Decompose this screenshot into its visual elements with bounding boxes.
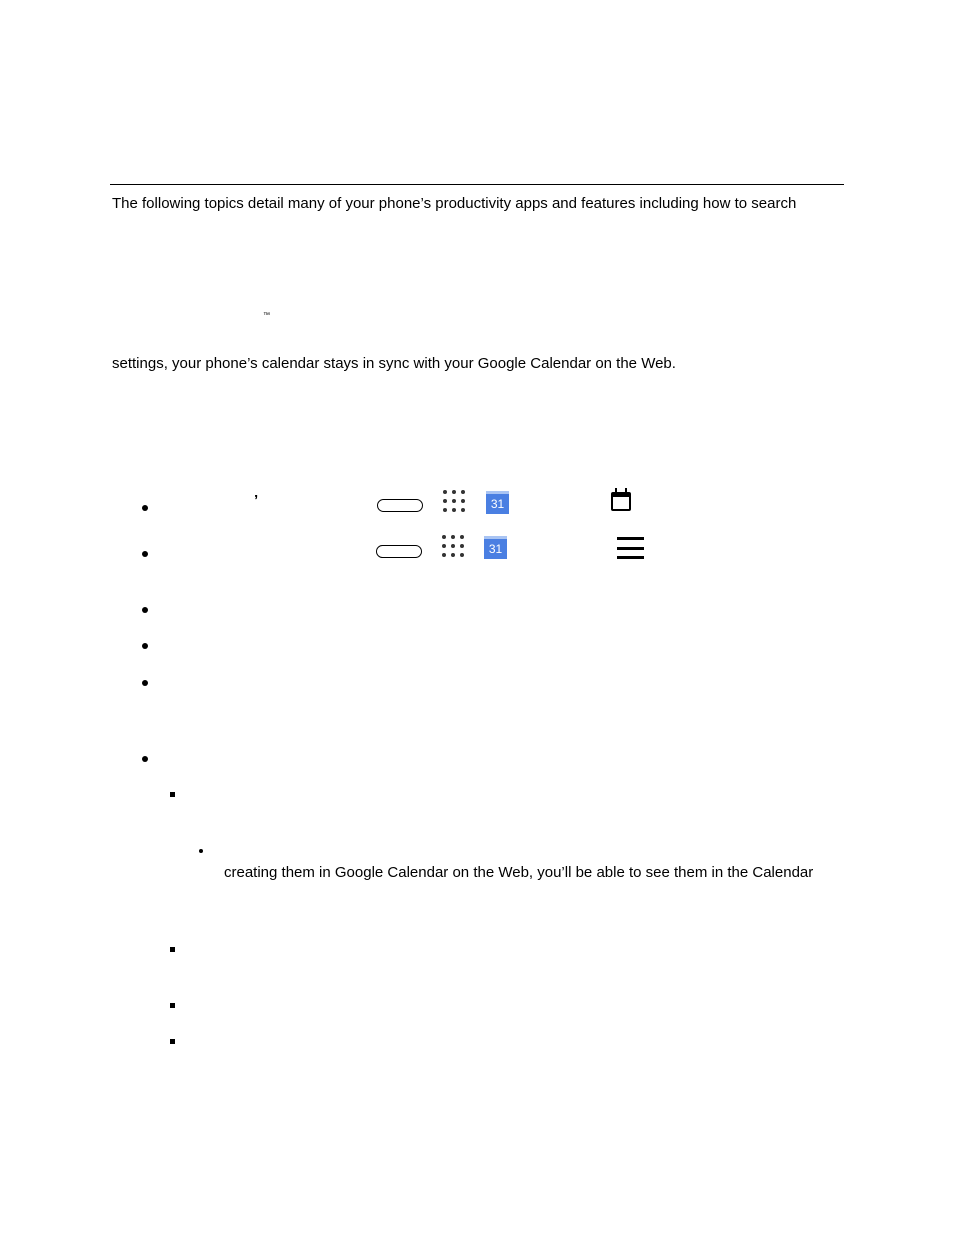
sub-list-bullet <box>170 1039 175 1044</box>
list-bullet <box>142 607 148 613</box>
apps-grid-icon <box>443 490 469 516</box>
home-button-icon <box>377 499 423 512</box>
header-rule <box>110 184 844 185</box>
intro-paragraph: The following topics detail many of your phone’s productivity apps and features including how to search <box>112 195 797 212</box>
menu-icon <box>617 537 644 559</box>
calendar-icon-tab <box>625 488 627 492</box>
list-bullet <box>142 680 148 686</box>
apps-grid-icon <box>442 535 468 561</box>
calendar-app-icon: 31 <box>484 536 507 559</box>
apostrophe-mark: ’ <box>254 492 259 509</box>
sub-list-bullet <box>170 947 175 952</box>
calendar-app-icon: 31 <box>486 491 509 514</box>
list-bullet <box>142 505 148 511</box>
calendar-icon <box>611 492 631 511</box>
calendar-note-paragraph: creating them in Google Calendar on the Web, you’ll be able to see them in the Calendar <box>224 864 814 881</box>
nested-list-bullet <box>199 849 203 853</box>
trademark-symbol: ™ <box>263 312 270 319</box>
home-button-icon <box>376 545 422 558</box>
sub-list-bullet <box>170 1003 175 1008</box>
list-bullet <box>142 551 148 557</box>
list-bullet <box>142 643 148 649</box>
sync-paragraph: settings, your phone’s calendar stays in sync with your Google Calendar on the Web. <box>112 355 676 372</box>
sub-list-bullet <box>170 792 175 797</box>
list-bullet <box>142 756 148 762</box>
calendar-icon-tab <box>615 488 617 492</box>
